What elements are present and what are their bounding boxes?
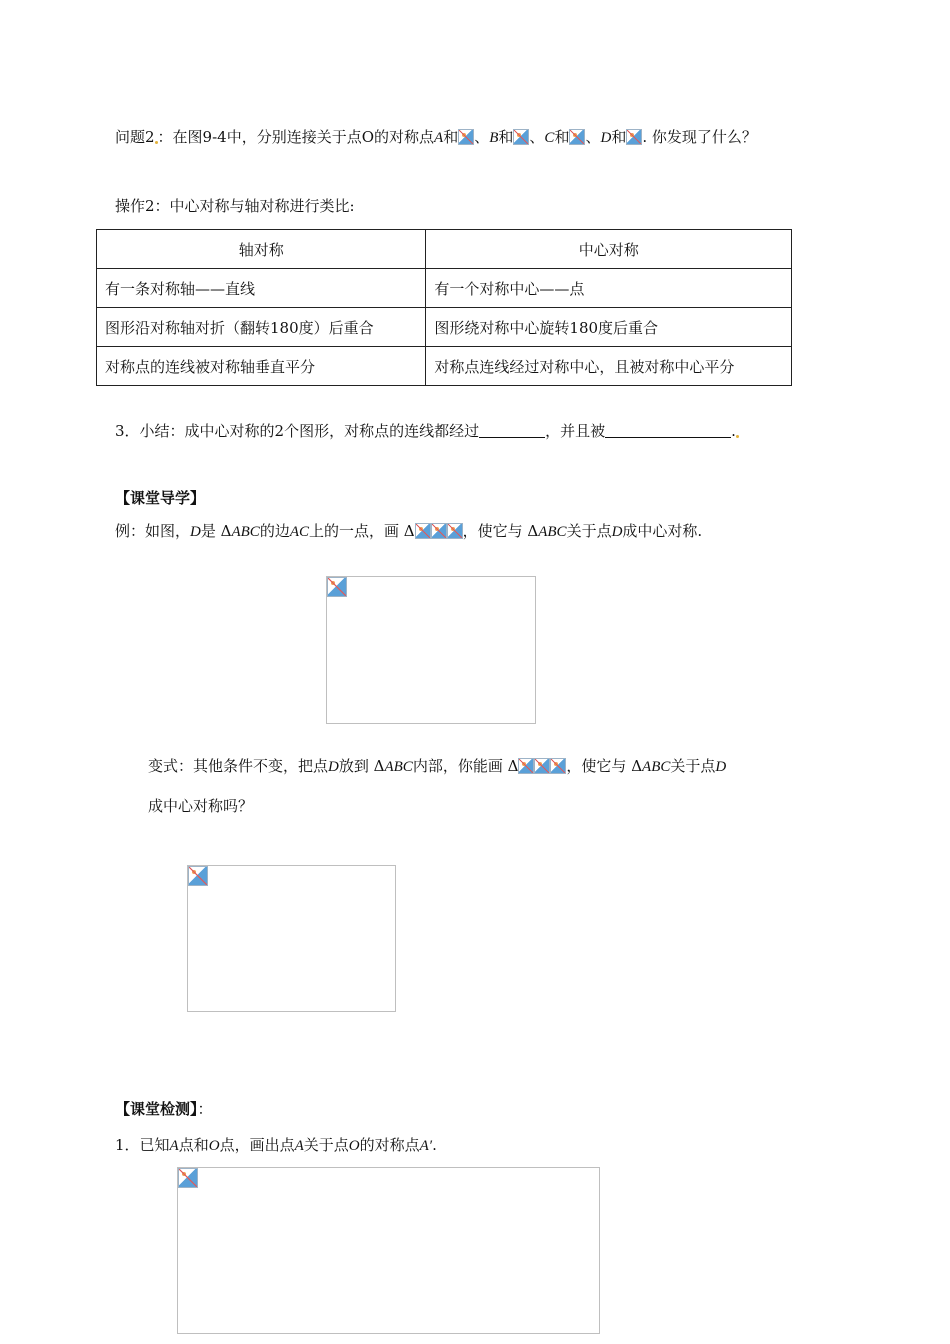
table-row	[97, 347, 792, 386]
table-cell: 对称点连线经过对称中心，且被对称中心平分	[426, 347, 792, 386]
broken-image-icon	[513, 129, 529, 145]
broken-image-icon	[569, 129, 585, 145]
fill-blank[interactable]	[605, 421, 731, 438]
table-row	[97, 269, 792, 308]
check-q1-line: 1．已知A点和O点，画出点A关于点O的对称点A′.	[115, 1136, 437, 1154]
table-header-cell: 轴对称	[97, 230, 426, 269]
broken-image-icon	[518, 758, 534, 774]
table-header-row	[97, 230, 792, 269]
summary-line: 3．小结：成中心对称的2个图形，对称点的连线都经过 ，并且被 .	[115, 421, 739, 441]
check-figure	[177, 1167, 600, 1334]
table-cell: 对称点的连线被对称轴垂直平分	[97, 347, 426, 386]
broken-image-icon	[415, 523, 431, 539]
table-header-cell: 中心对称	[426, 230, 792, 269]
table-cell: 图形沿对称轴对折（翻转180度）后重合	[97, 308, 426, 347]
variant-line: 变式：其他条件不变，把点D放到 ΔABC内部，你能画 Δ ，使它与 ΔABC关于点D	[148, 757, 727, 775]
table-cell: 有一个对称中心——点	[426, 269, 792, 308]
broken-image-icon	[327, 577, 347, 597]
marker-dot	[736, 435, 739, 438]
broken-image-icon	[188, 866, 208, 886]
broken-image-icon	[431, 523, 447, 539]
table-row	[97, 308, 792, 347]
table-cell: 有一条对称轴——直线	[97, 269, 426, 308]
question2-line: 问题2 ：在图9-4中，分别连接关于点O的对称点A和 、B和 、C和 、D和 . 你发现了什么？	[115, 128, 757, 146]
check-heading: 【课堂检测】	[115, 1100, 198, 1118]
guide-heading: 【课堂导学】	[115, 489, 206, 507]
fill-blank[interactable]	[479, 421, 545, 438]
variant-figure	[187, 865, 396, 1012]
comparison-table	[96, 229, 792, 386]
broken-image-icon	[550, 758, 566, 774]
table-cell: 图形绕对称中心旋转180度后重合	[426, 308, 792, 347]
broken-image-icon	[447, 523, 463, 539]
broken-image-icon	[534, 758, 550, 774]
check-heading-line: 【课堂检测】：	[115, 1100, 213, 1118]
example-figure	[326, 576, 536, 724]
operation2-line: 操作2：中心对称与轴对称进行类比:	[115, 197, 355, 215]
broken-image-icon	[178, 1168, 198, 1188]
broken-image-icon	[458, 129, 474, 145]
example-line: 例：如图，D是 ΔABC的边AC上的一点，画 Δ ，使它与 ΔABC关于点D成中心对称.	[115, 522, 703, 540]
broken-image-icon	[626, 129, 642, 145]
variant-line2: 成中心对称吗？	[148, 797, 254, 815]
